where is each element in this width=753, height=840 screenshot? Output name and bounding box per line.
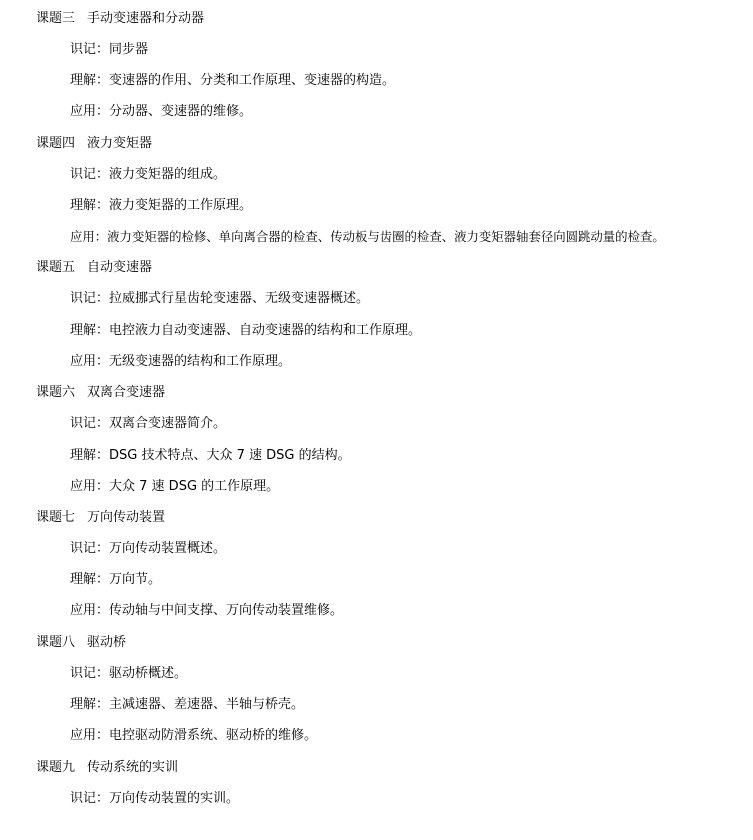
section-heading <box>36 260 152 276</box>
item-label: 识记： <box>70 416 110 431</box>
item-text: 无级变速器的结构和工作原理。 <box>109 354 292 369</box>
list-item <box>70 42 148 58</box>
section-title: 万向传动装置 <box>87 510 166 525</box>
item-text: 传动轴与中间支撑、万向传动装置维修。 <box>109 603 344 618</box>
item-label: 识记： <box>70 167 110 182</box>
list-item <box>70 728 317 744</box>
item-text: 拉威挪式行星齿轮变速器、无级变速器概述。 <box>109 291 370 306</box>
list-item <box>70 354 291 370</box>
section-number: 课题三 <box>36 11 76 26</box>
item-text: 液力变矩器的工作原理。 <box>109 198 253 213</box>
section-title: 双离合变速器 <box>87 385 166 400</box>
list-item <box>70 448 351 464</box>
list-item <box>70 541 226 557</box>
item-text: 电控液力自动变速器、自动变速器的结构和工作原理。 <box>109 323 422 338</box>
list-item <box>70 603 343 619</box>
item-label: 应用： <box>70 728 110 743</box>
item-label: 识记： <box>70 291 110 306</box>
section-number: 课题七 <box>36 510 76 525</box>
section-number: 课题五 <box>36 260 76 275</box>
item-label: 理解： <box>70 697 110 712</box>
list-item <box>70 167 226 183</box>
section-heading <box>36 635 126 651</box>
item-label: 应用： <box>70 354 110 369</box>
item-label: 理解： <box>70 73 110 88</box>
list-item <box>70 416 226 432</box>
section-title: 液力变矩器 <box>87 136 153 151</box>
list-item <box>70 479 279 495</box>
list-item <box>70 666 187 682</box>
section-number: 课题六 <box>36 385 76 400</box>
list-item <box>70 323 421 339</box>
item-text: 主减速器、差速器、半轴与桥壳。 <box>109 697 305 712</box>
item-label: 识记： <box>70 42 110 57</box>
item-label: 识记： <box>70 791 110 806</box>
list-item <box>70 572 161 588</box>
item-text: 同步器 <box>109 42 149 57</box>
section-title: 传动系统的实训 <box>87 760 179 775</box>
item-label: 应用： <box>70 479 110 494</box>
item-label: 理解： <box>70 323 110 338</box>
section-heading <box>36 385 165 401</box>
section-title: 自动变速器 <box>87 260 153 275</box>
section-title: 手动变速器和分动器 <box>87 11 205 26</box>
item-text: 双离合变速器简介。 <box>109 416 227 431</box>
list-item <box>70 104 252 120</box>
list-item <box>70 73 395 89</box>
item-label: 应用： <box>70 104 110 119</box>
list-item <box>70 291 369 307</box>
section-number: 课题四 <box>36 136 76 151</box>
list-item <box>70 229 665 245</box>
item-label: 应用： <box>70 229 108 244</box>
item-text: 驱动桥概述。 <box>109 666 188 681</box>
item-text: 分动器、变速器的维修。 <box>109 104 253 119</box>
section-number: 课题九 <box>36 760 76 775</box>
item-text: 大众 7 速 DSG 的工作原理。 <box>109 479 280 494</box>
item-text: 液力变矩器的组成。 <box>109 167 227 182</box>
item-text: 液力变矩器的检修、单向离合器的检查、传动板与齿圈的检查、液力变矩器轴套径向圆跳动量的检查。 <box>107 229 665 244</box>
section-heading <box>36 760 178 776</box>
list-item <box>70 791 239 807</box>
item-text: 万向传动装置概述。 <box>109 541 227 556</box>
section-title: 驱动桥 <box>87 635 127 650</box>
list-item <box>70 697 304 713</box>
item-text: 变速器的作用、分类和工作原理、变速器的构造。 <box>109 73 396 88</box>
section-heading <box>36 510 165 526</box>
section-heading <box>36 136 152 152</box>
item-label: 应用： <box>70 603 110 618</box>
item-text: 电控驱动防滑系统、驱动桥的维修。 <box>109 728 318 743</box>
section-heading <box>36 11 204 27</box>
section-number: 课题八 <box>36 635 76 650</box>
item-text: 万向节。 <box>109 572 162 587</box>
item-label: 识记： <box>70 541 110 556</box>
item-label: 识记： <box>70 666 110 681</box>
item-text: DSG 技术特点、大众 7 速 DSG 的结构。 <box>109 448 351 463</box>
item-label: 理解： <box>70 448 110 463</box>
item-text: 万向传动装置的实训。 <box>109 791 240 806</box>
item-label: 理解： <box>70 198 110 213</box>
item-label: 理解： <box>70 572 110 587</box>
list-item <box>70 198 252 214</box>
